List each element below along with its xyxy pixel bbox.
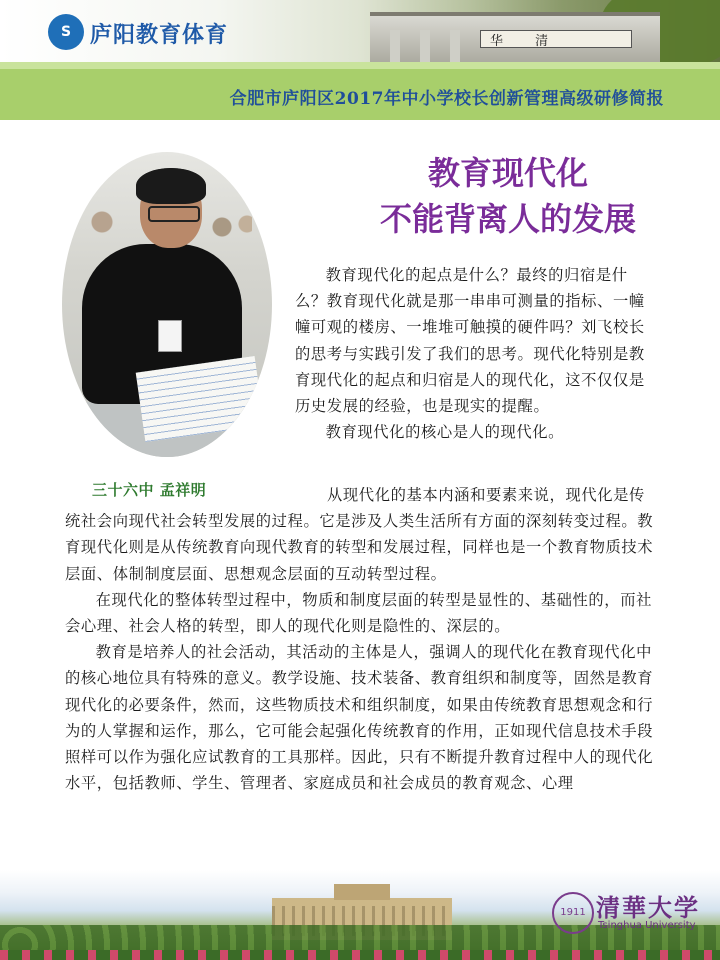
- logo-text: 庐阳教育体育: [90, 23, 229, 48]
- building-column: [390, 30, 400, 62]
- paragraph: 在现代化的整体转型过程中，物质和制度层面的转型是显性的、基础性的，而社会心理、社会人格的转型，即人的现代化则是隐性的、深层的。: [65, 590, 652, 636]
- name-badge: [158, 320, 182, 352]
- article-intro: [295, 262, 650, 445]
- header-building-image: [370, 12, 660, 62]
- paragraph: 教育现代化的起点是什么？最终的归宿是什么？教育现代化就是那一串串可测量的指标、一幢幢可观的楼房、一堆堆可触摸的硬件吗？刘飞校长的思考与实践引发了我们的思考。现代化特别是教育现代化的起点和归宿是人的现代化，这不仅仅是历史发展的经验，也是现实的提醒。: [295, 266, 645, 416]
- author-caption: 三十六中 孟祥明: [92, 481, 207, 499]
- building-tower: [334, 884, 390, 900]
- author-photo: [62, 152, 272, 457]
- building-column: [450, 30, 460, 62]
- tsinghua-seal-icon: 1911: [552, 892, 594, 934]
- paragraph: 教育是培养人的社会活动，其活动的主体是人，强调人的现代化在教育现代化中的核心地位具有特殊的意义。教学设施、技术装备、教育组织和制度等，固然是教育现代化的必要条件，然而，这些物质技术和组织制度，如果由传统教育思想观念和行为的人掌握和运作，那么，它可能会起强化传统教育的作用，正如现代信息技术手段照样可以作为强化应试教育的工具那样。因此，只有不断提升教育过程中人的现代化水平，包括教师、学生、管理者、家庭成员和社会成员的教育观念、心理: [65, 643, 654, 793]
- logo-icon: S: [48, 14, 84, 50]
- header: [0, 0, 720, 62]
- glasses: [148, 206, 200, 222]
- paragraph: 从现代化的基本内涵和要素来说，现代化是传统社会向现代社会转型发展的过程。它是涉及人类生活所有方面的深刻转变过程。教育现代化则是从传统教育向现代教育的转型和发展过程，同样也是一个教育物质技术层面、体制制度层面、思想观念层面的互动转型过程。: [65, 486, 654, 583]
- university-name-en: Tsinghua University: [598, 920, 696, 931]
- article-title-line2: 不能背离人的发展: [379, 200, 636, 238]
- newsletter-title: 合肥市庐阳区2017年中小学校长创新管理高级研修简报: [229, 89, 664, 109]
- newsletter-banner: [0, 62, 720, 120]
- footer-campus-image: [0, 870, 720, 960]
- tsinghua-logo: [552, 884, 702, 940]
- article-title: [318, 150, 698, 242]
- university-name-cn: 清華大学: [596, 893, 700, 922]
- article-body: [65, 482, 655, 796]
- building-sign-text: 华 清: [490, 34, 563, 49]
- flower-beds: [0, 950, 720, 960]
- paragraph: 教育现代化的核心是人的现代化。: [325, 423, 565, 442]
- article-title-line1: 教育现代化: [427, 154, 588, 192]
- author-hair-top: [136, 168, 206, 204]
- building-column: [420, 30, 430, 62]
